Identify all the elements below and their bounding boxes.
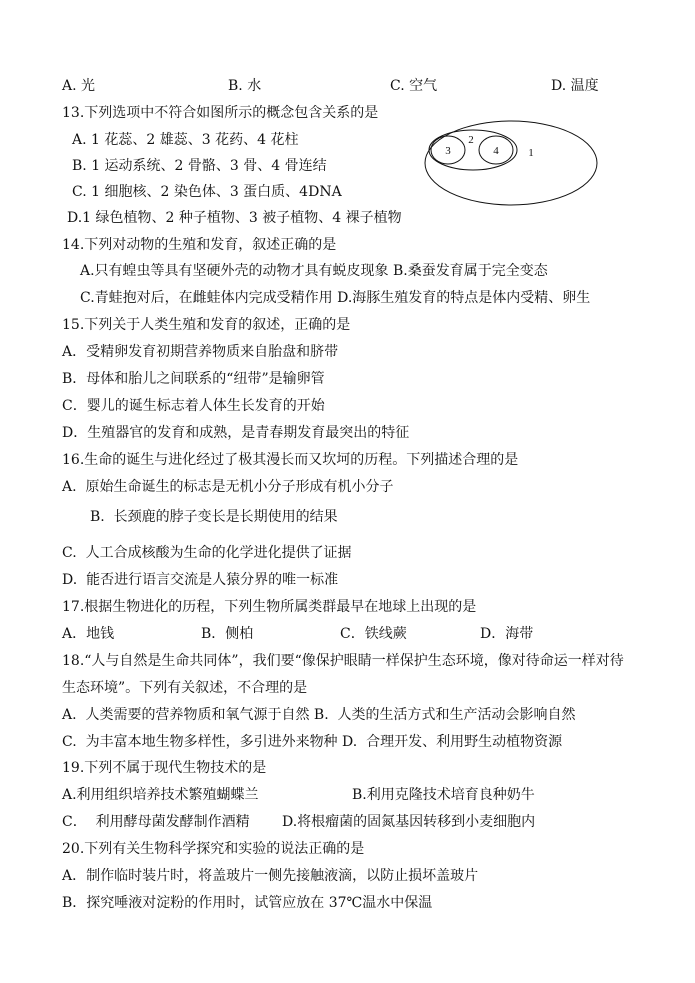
question-20-option-a: A．制作临时装片时，将盖玻片一侧先接触液滴，以防止损坏盖玻片 [62,868,479,884]
question-14-stem: 14.下列对动物的生殖和发育，叙述正确的是 [62,237,337,253]
question-16-option-b: B. 长颈鹿的脖子变长是长期使用的结果 [90,509,338,525]
question-18-option-d: D. 合理开发、利用野生动植物资源 [342,734,563,750]
continued-option-b: B. 水 [228,78,262,94]
question-14-options-row-2 [80,289,590,307]
question-15-stem: 15.下列关于人类生殖和发育的叙述，正确的是 [62,317,351,333]
question-15-option-c: C．婴儿的诞生标志着人体生长发育的开始 [62,398,325,414]
question-17-option-c: C．铁线蕨 [340,626,407,642]
question-18-option-b: B. 人类的生活方式和生产活动会影响自然 [313,707,576,723]
diagram-label-2: 2 [468,134,474,146]
question-19-stem: 19.下列不属于现代生物技术的是 [62,760,267,776]
question-18-stem-line-1: 18.“人与自然是生命共同体”，我们要“像保护眼睛一样保护生态环境，像对待命运一样对待 [62,653,624,669]
question-18-stem-line-2: 生态环境”。下列有关叙述，不合理的是 [62,680,308,696]
ellipse-1 [425,121,597,205]
question-19-option-b: B.利用克隆技术培育良种奶牛 [352,787,535,803]
question-14-option-a: A.只有蝗虫等具有坚硬外壳的动物才具有蜕皮现象 [80,263,389,279]
question-15-option-b: B．母体和胎儿之间联系的“纽带”是输卵管 [62,371,325,387]
question-13-option-a: A. 1 花蕊、2 雄蕊、3 花药、4 花柱 [72,132,299,148]
question-19-option-a: A.利用组织培养技术繁殖蝴蝶兰 [62,787,259,803]
question-13-option-b: B. 1 运动系统、2 骨骼、3 骨、4 骨连结 [72,158,327,174]
continued-option-d: D. 温度 [551,78,599,94]
question-14-option-d: D.海豚生殖发育的特点是体内受精、卵生 [337,290,591,306]
question-15-option-d: D．生殖器官的发育和成熟，是青春期发育最突出的特征 [62,425,410,441]
question-17-option-a: A．地钱 [62,626,115,642]
continued-option-c: C. 空气 [390,78,438,94]
continued-option-a: A. 光 [62,78,96,94]
question-19-option-d: D.将根瘤菌的固氮基因转移到小麦细胞内 [282,814,536,830]
question-17-option-d: D．海带 [480,626,534,642]
question-18-option-c: C. 为丰富本地生物多样性，多引进外来物种 [62,734,338,750]
question-17-option-b: B．侧柏 [201,626,254,642]
question-16-option-c: C. 人工合成核酸为生命的化学进化提供了证据 [62,545,352,561]
question-14-option-b: B.桑蚕发育属于完全变态 [393,263,548,279]
question-17-stem: 17.根据生物进化的历程，下列生物所属类群最早在地球上出现的是 [62,599,477,615]
question-16-option-d: D. 能否进行语言交流是人猿分界的唯一标准 [62,572,339,588]
question-14-options-row-1 [80,262,548,280]
question-16-option-a: A. 原始生命诞生的标志是无机小分子形成有机小分子 [62,479,394,495]
diagram-label-3: 3 [445,145,451,157]
question-18-options-row-2 [62,733,562,751]
question-20-stem: 20.下列有关生物科学探究和实验的说法正确的是 [62,841,365,857]
question-19-option-c: C． 利用酵母菌发酵制作酒精 [62,814,250,830]
question-13-option-d: D.1 绿色植物、2 种子植物、3 被子植物、4 裸子植物 [67,210,402,226]
question-16-stem: 16.生命的诞生与进化经过了极其漫长而又坎坷的历程。下列描述合理的是 [62,452,519,468]
question-18-option-a: A. 人类需要的营养物质和氧气源于自然 [62,707,310,723]
question-13-stem: 13.下列选项中不符合如图所示的概念包含关系的是 [62,105,379,121]
concept-inclusion-diagram [420,116,602,210]
question-13-option-c: C. 1 细胞核、2 染色体、3 蛋白质、4DNA [72,184,342,200]
question-18-options-row-1 [62,706,576,724]
question-14-option-c: C.青蛙抱对后，在雌蛙体内完成受精作用 [80,290,333,306]
question-20-option-b: B．探究唾液对淀粉的作用时，试管应放在 37℃温水中保温 [62,895,433,911]
question-15-option-a: A．受精卵发育初期营养物质来自胎盘和脐带 [62,344,339,360]
diagram-label-1: 1 [528,147,534,159]
diagram-label-4: 4 [493,145,499,157]
